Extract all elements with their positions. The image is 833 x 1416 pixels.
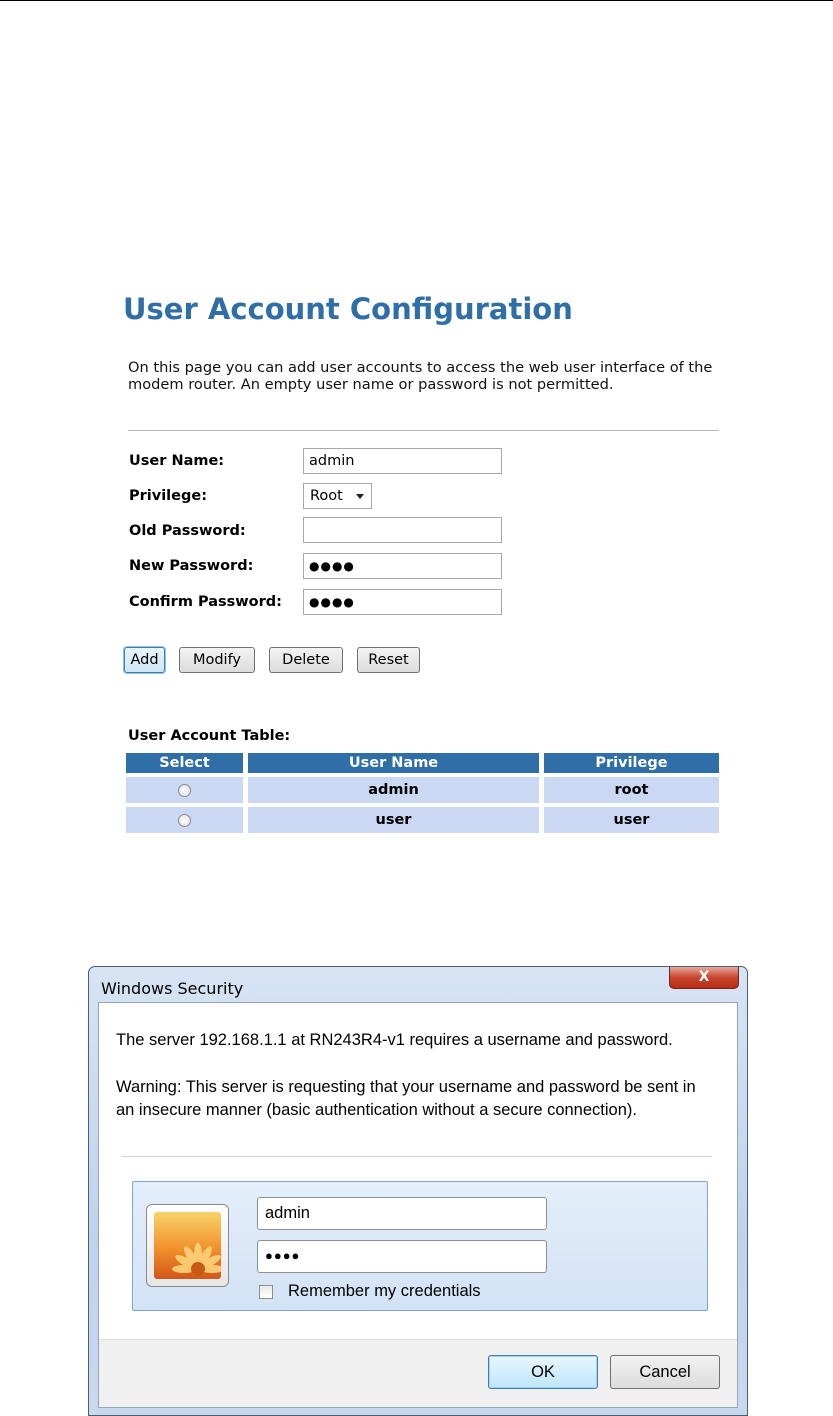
insecure-warning: Warning: This server is requesting that your username and password be sent in an insecure manner (basic authentication without a secure connection). — [116, 1078, 696, 1119]
old-password-input[interactable] — [303, 517, 502, 543]
privilege-select[interactable] — [303, 483, 372, 509]
cancel-button[interactable]: Cancel — [610, 1355, 720, 1389]
user-name-input[interactable]: admin — [303, 448, 502, 474]
dialog-body — [98, 1002, 738, 1408]
password-field[interactable]: ●●●● — [257, 1240, 547, 1273]
table-cell-user-name: user — [248, 807, 539, 833]
table-cell-privilege: root — [544, 777, 719, 803]
select-radio[interactable] — [178, 814, 191, 827]
confirm-password-input[interactable]: ●●●● — [303, 589, 502, 615]
table-cell-select — [126, 777, 243, 803]
user-tile-flower-icon — [146, 1204, 229, 1287]
chevron-down-icon — [356, 494, 364, 499]
reset-button[interactable]: Reset — [357, 647, 420, 673]
table-header-user-name: User Name — [248, 753, 539, 773]
table-cell-user-name: admin — [248, 777, 539, 803]
close-button[interactable] — [669, 967, 739, 989]
table-header-select: Select — [126, 753, 243, 773]
page-title: User Account Configuration — [123, 292, 573, 326]
privilege-label: Privilege: — [129, 488, 207, 504]
top-rule — [0, 0, 833, 1]
dialog-divider — [122, 1156, 712, 1157]
user-account-table — [121, 749, 724, 837]
credential-panel — [132, 1181, 708, 1311]
ok-button[interactable]: OK — [488, 1355, 598, 1389]
page-description: On this page you can add user accounts to access the web user interface of the modem router. An empty user name or password is not permitted. — [128, 359, 713, 393]
server-message: The server 192.168.1.1 at RN243R4-v1 requires a username and password. — [116, 1031, 673, 1049]
user-name-label: User Name: — [129, 453, 225, 469]
user-account-table-label: User Account Table: — [128, 728, 291, 744]
dialog-footer — [99, 1339, 737, 1407]
select-radio[interactable] — [178, 784, 191, 797]
dialog-title: Windows Security — [101, 979, 244, 998]
remember-label: Remember my credentials — [288, 1282, 481, 1300]
divider — [128, 430, 719, 431]
table-row — [126, 777, 719, 803]
old-password-label: Old Password: — [129, 523, 246, 539]
close-icon: X — [698, 969, 710, 985]
windows-security-dialog — [88, 966, 748, 1416]
confirm-password-label: Confirm Password: — [129, 594, 282, 610]
table-cell-privilege: user — [544, 807, 719, 833]
new-password-label: New Password: — [129, 558, 254, 574]
table-header-privilege: Privilege — [544, 753, 719, 773]
table-row — [126, 807, 719, 833]
remember-checkbox[interactable] — [259, 1285, 273, 1299]
username-field[interactable]: admin — [257, 1197, 547, 1230]
table-cell-select — [126, 807, 243, 833]
modify-button[interactable]: Modify — [179, 647, 255, 673]
add-button[interactable]: Add — [124, 647, 165, 673]
privilege-selected-value: Root — [310, 488, 343, 504]
delete-button[interactable]: Delete — [269, 647, 343, 673]
new-password-input[interactable]: ●●●● — [303, 553, 502, 579]
